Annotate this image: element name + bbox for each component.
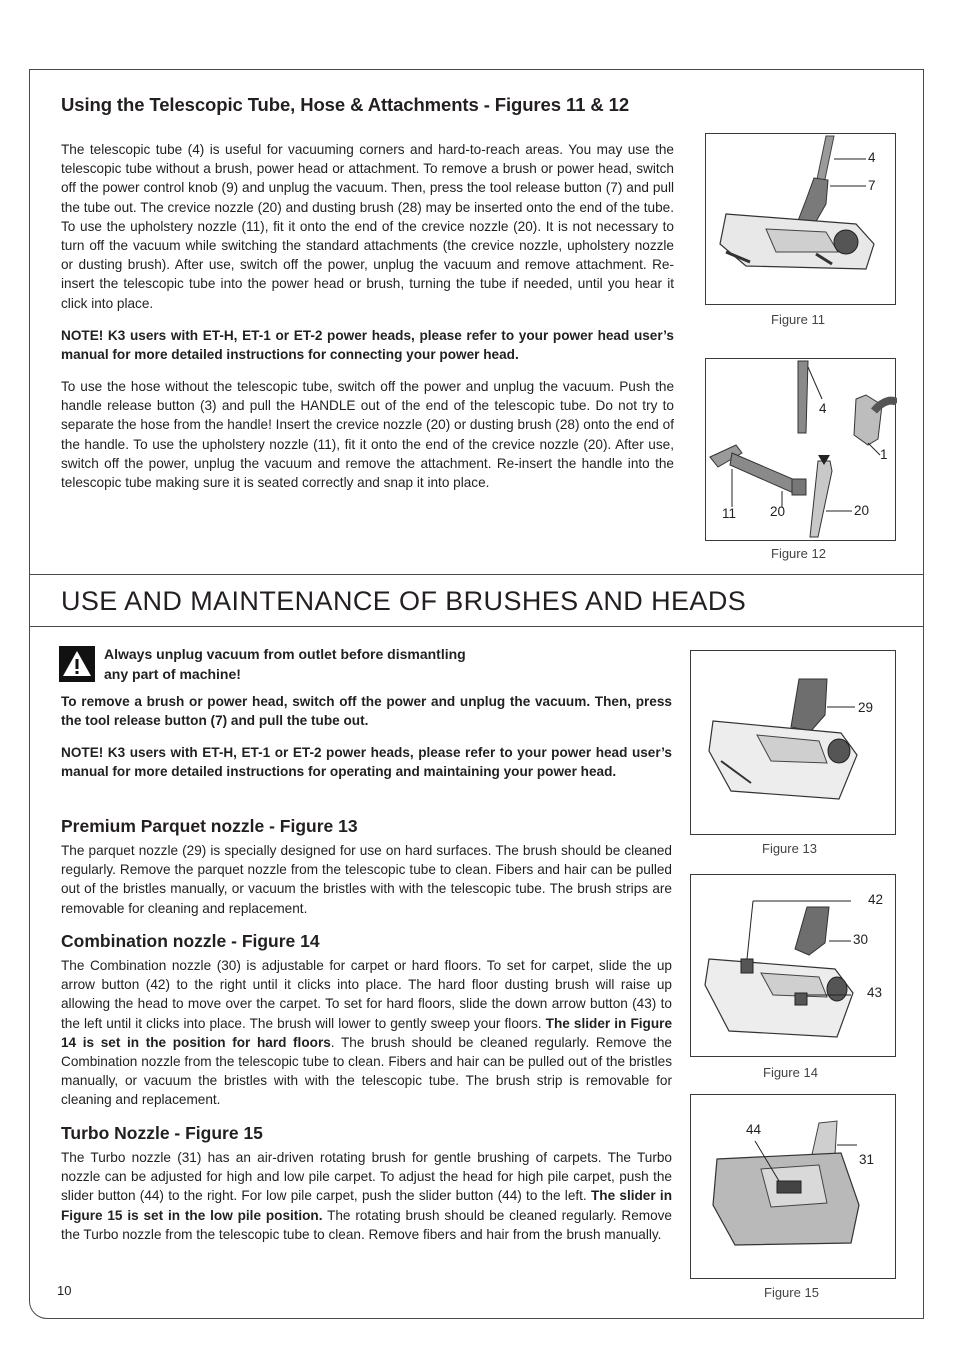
figure-15-label-44: 44 <box>746 1122 762 1137</box>
warning-icon <box>59 646 95 682</box>
combination-text <box>61 956 672 1110</box>
section1-note: NOTE! K3 users with ET-H, ET-1 or ET-2 power heads, please refer to your power head user’s manual for more detailed instructions for connecting your power head. <box>61 328 674 363</box>
warning-text <box>104 645 544 684</box>
figure-15-image <box>690 1094 896 1279</box>
section1-paragraph-2: To use the hose without the telescopic tube, switch off the power and unplug the vacuum. Push the handle release button (3) and pull the HANDLE out of the end of the telescopic tube. Do not try to separate the hose from the handle! Insert the crevice nozzle (20) or dusting brush (28) onto the end of the handle. To use the upholstery nozzle (11), fit it onto the end of the crevice nozzle (20). After use, switch off the power, unplug the vacuum and remove the attachment. Re-insert the handle into the telescopic tube making sure it is seated correctly and snap it into place. <box>61 379 674 491</box>
combination-text-bold: The slider in Figure 14 is set in the position for hard floors <box>61 1015 672 1050</box>
figure-15-caption: Figure 15 <box>764 1285 819 1300</box>
combination-heading: Combination nozzle - Figure 14 <box>61 931 320 951</box>
figure-12-image <box>705 358 896 541</box>
figure-13-image <box>690 650 896 835</box>
figure-14-caption: Figure 14 <box>763 1065 818 1080</box>
turbo-text <box>61 1148 672 1244</box>
figure-13-caption: Figure 13 <box>762 841 817 856</box>
figure-14-label-43: 43 <box>867 985 883 1000</box>
combination-text-b: . The brush should be cleaned regularly. Remove the Combination nozzle from the telescopic tube to clean. Fibers and hair can be pulled out of the bristles manually, or vacuum the bristles with with the telescopic tube. The brush strip is removable for cleaning and replacement. <box>61 1034 672 1108</box>
turbo-text-a: The Turbo nozzle (31) has an air-driven rotating brush for gentle brushing of carpets. The Turbo nozzle can be adjusted for high and low pile carpet. To adjust the head for high pile carpet, push the slider button (44) to the right. For low pile carpet, push the slider button (44) to the left. <box>61 1150 672 1204</box>
figure-12-caption: Figure 12 <box>771 546 826 561</box>
figure-12-label-11: 11 <box>722 506 737 521</box>
turbo-text-bold: The slider in Figure 15 is set in the low pile position. <box>61 1188 672 1223</box>
figure-12-label-4: 4 <box>819 401 827 416</box>
figure-15-label-31: 31 <box>859 1152 875 1167</box>
page-number: 10 <box>57 1283 72 1298</box>
figure-14-label-30: 30 <box>853 932 869 947</box>
warning-line-1: Always unplug vacuum from outlet before dismantling <box>104 646 466 662</box>
combination-text-a: The Combination nozzle (30) is adjustable for carpet or hard floors. To set for carpet, slide the up arrow button (42) to the right until it clicks into place. The hard floor dusting brush will raise up allowing the head to move over the carpet. To set for hard floors, slide the down arrow button (43) to the left until it clicks into place. The brush will lower to gently sweep your floors. <box>61 958 672 1031</box>
figure-14-label-42: 42 <box>868 892 884 907</box>
figure-12-label-1: 1 <box>880 447 888 462</box>
warning-line-2: any part of machine! <box>104 665 241 682</box>
section2-title: USE AND MAINTENANCE OF BRUSHES AND HEADS <box>61 586 747 616</box>
section2-intro: To remove a brush or power head, switch off the power and unplug the vacuum. Then, press the tool release button (7) and pull the tube out. <box>61 694 672 729</box>
section-divider-top <box>29 574 924 575</box>
figure-12-label-20b: 20 <box>854 503 870 518</box>
figure-12-label-20a: 20 <box>770 504 786 519</box>
turbo-text-b: The rotating brush should be cleaned regularly. Remove the Turbo nozzle from the telescopic tube to clean. Remove fibers and hair from the brush manually. <box>61 1207 672 1242</box>
figure-11-caption: Figure 11 <box>771 312 825 327</box>
section1-paragraph-1: The telescopic tube (4) is useful for vacuuming corners and hard-to-reach areas. You may use the telescopic tube without a brush, power head or attachment. To remove a brush or power head, switch off the power control knob (9) and unplug the vacuum. Then, press the tool release button (7) and pull the tube out. The crevice nozzle (20) and dusting brush (28) may be inserted onto the end of the tube. To use the upholstery nozzle (11), fit it onto the end of the crevice nozzle (20). It is not necessary to turn off the vacuum while switching the standard attachments (the crevice nozzle, upholstery nozzle or dusting brush). After use, switch off the power, unplug the vacuum and remove attachment. Re-insert the telescopic tube into the power head or brush, turning the tube if needed, until you hear it click into place. <box>61 142 674 311</box>
parquet-heading: Premium Parquet nozzle - Figure 13 <box>61 816 358 836</box>
figure-11-label-7: 7 <box>868 178 876 193</box>
figure-11-label-4: 4 <box>868 150 876 165</box>
section2-note: NOTE! K3 users with ET-H, ET-1 or ET-2 power heads, please refer to your power head user’s manual for more detailed instructions for operating and maintaining your power head. <box>61 745 672 780</box>
parquet-text: The parquet nozzle (29) is specially designed for use on hard surfaces. The brush should be cleaned regularly. Remove the parquet nozzle from the telescopic tube to clean. Fibers and hair can be pulled out of the bristles manually, or vacuum the bristles with with the telescopic tube. The brush strips are removable for cleaning and replacement. <box>61 843 672 916</box>
section1-heading: Using the Telescopic Tube, Hose & Attachments - Figures 11 & 12 <box>61 94 630 115</box>
figure-14-image <box>690 874 896 1057</box>
turbo-heading: Turbo Nozzle - Figure 15 <box>61 1123 263 1143</box>
section-divider-bottom <box>29 626 924 627</box>
figure-13-label-29: 29 <box>858 700 874 715</box>
figure-11-image <box>705 133 896 305</box>
